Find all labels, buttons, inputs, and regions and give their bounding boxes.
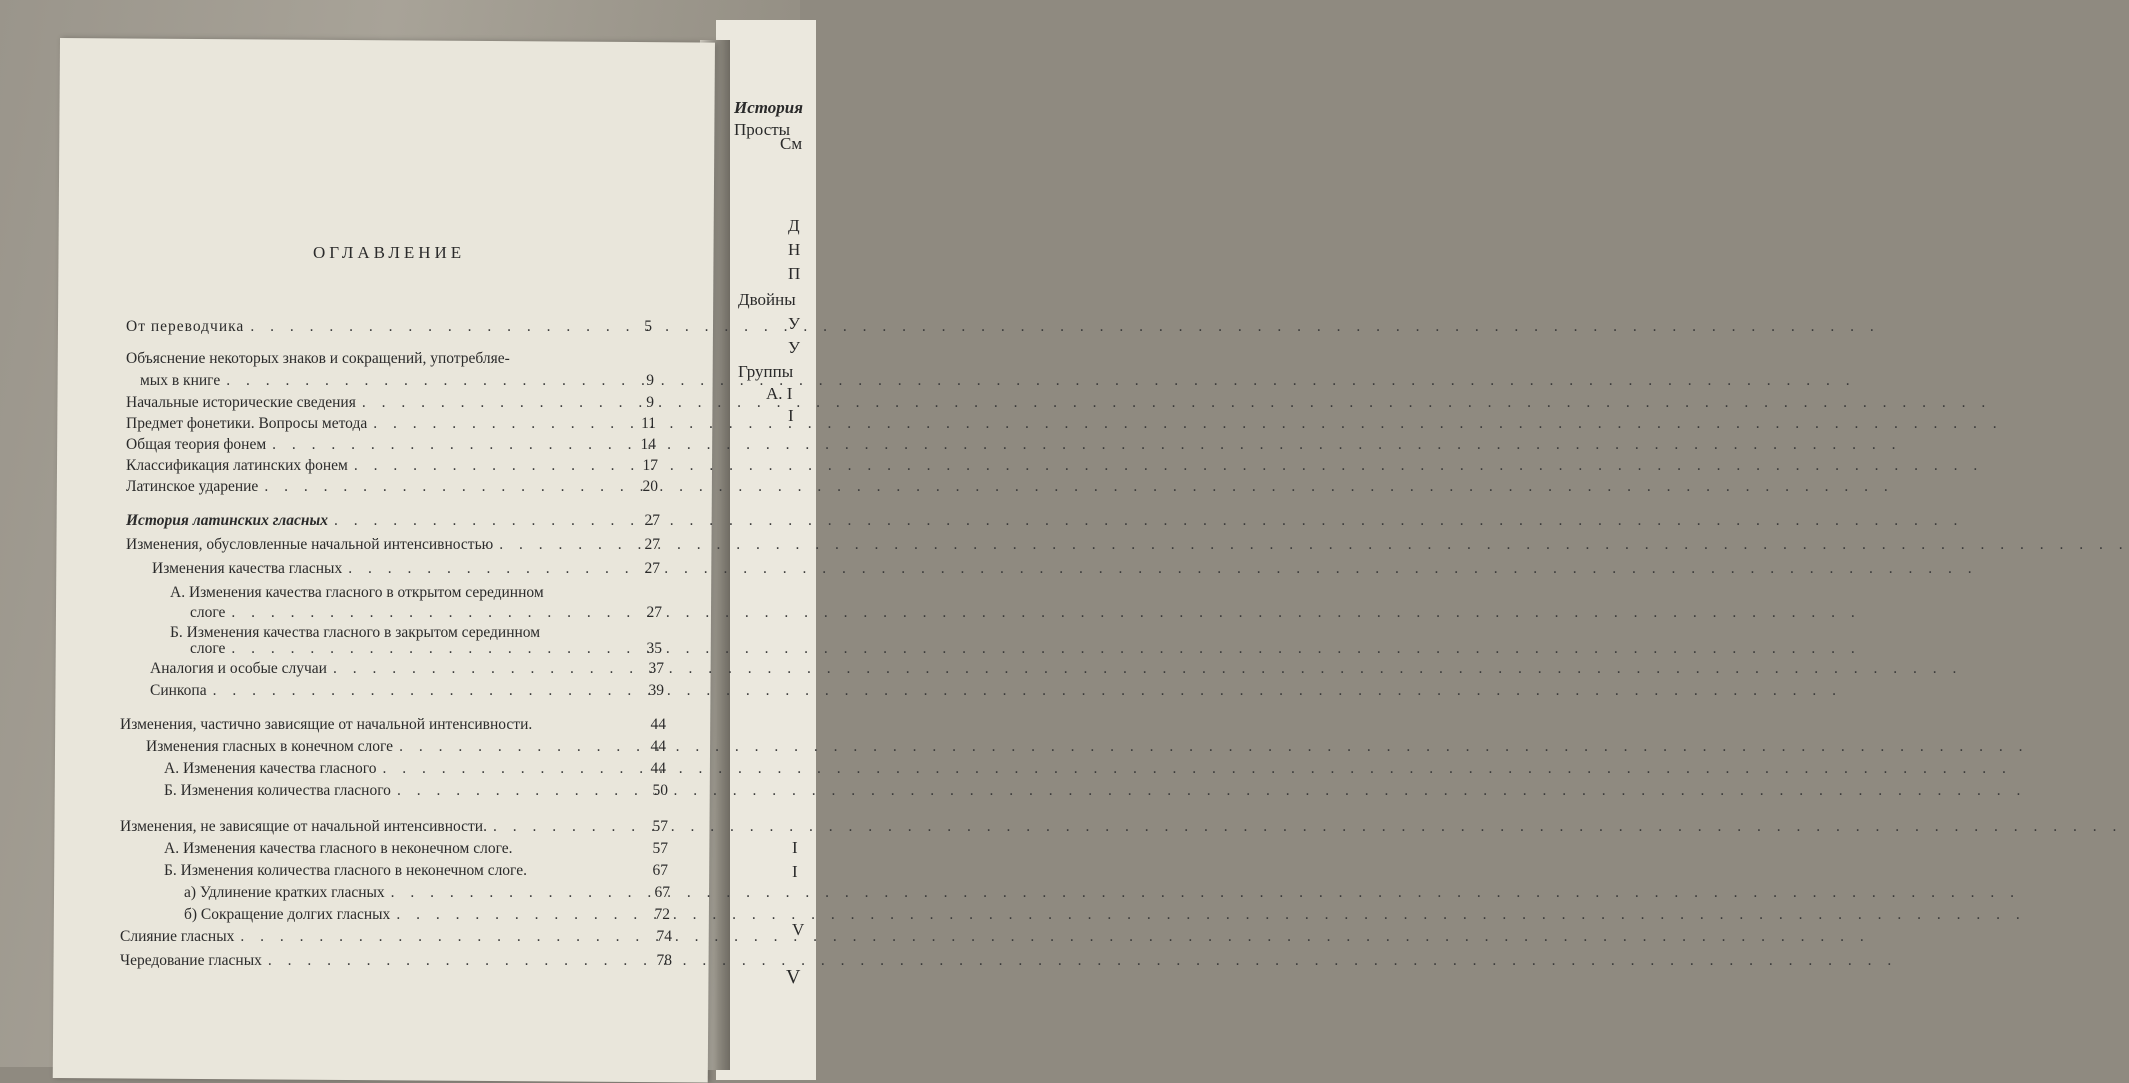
- leader-dots: [240, 928, 1869, 946]
- toc-page-number: 74: [656, 928, 672, 945]
- right-page-line: I: [788, 406, 794, 425]
- toc-page-number: 44: [650, 716, 666, 733]
- toc-entry-text: Аналогия и особые случаи: [150, 660, 327, 677]
- right-page-line: I: [792, 838, 798, 857]
- toc-page-number: 27: [646, 604, 662, 621]
- toc-entry-text: История латинских гласных: [126, 512, 328, 529]
- toc-entry-text: А. Изменения качества гласного в открытом серединном: [170, 584, 544, 601]
- toc-page-number: 35: [646, 640, 662, 657]
- toc-entry: [170, 584, 630, 606]
- leader-dots: [268, 952, 1897, 970]
- toc-entry-text: Изменения, обусловленные начальной интенсивностью: [126, 536, 494, 553]
- leader-dots: [354, 457, 1983, 475]
- toc-entry-text: Общая теория фонем: [126, 436, 267, 453]
- leader-dots: [264, 478, 1893, 496]
- toc-entry-text: Чередование гласных: [120, 952, 262, 969]
- toc-entry: [120, 716, 630, 738]
- leader-dots: [334, 512, 1963, 530]
- toc-page-number: 57: [652, 818, 668, 835]
- toc-entry: [184, 884, 630, 906]
- right-page-line: У: [788, 314, 801, 333]
- leader-dots: [333, 660, 1962, 678]
- leader-dots: [231, 604, 1860, 622]
- toc-page-number: 9: [646, 372, 654, 389]
- toc-entry-text: Объяснение некоторых знаков и сокращений, употребляе-: [126, 350, 510, 367]
- toc-entry: [150, 682, 620, 704]
- right-page-line: Группы: [738, 362, 794, 381]
- toc-entry-text: Латинское ударение: [126, 478, 259, 495]
- toc-entry-text: Изменения, не зависящие от начальной интенсивности.: [120, 818, 487, 835]
- toc-entry: [120, 928, 630, 950]
- toc-entry: [126, 415, 620, 437]
- toc-entry-text: Б. Изменения количества гласного в неконечном слоге.: [164, 862, 527, 879]
- toc-entry-text: Слияние гласных: [120, 928, 235, 945]
- toc-page-number: 20: [642, 478, 658, 495]
- toc-entry: [152, 560, 620, 582]
- toc-page-number: 39: [648, 682, 664, 699]
- toc-page-number: 9: [646, 394, 654, 411]
- toc-page-number: 72: [654, 906, 670, 923]
- toc-page-number: 5: [644, 318, 652, 335]
- toc-entry-text: Предмет фонетики. Вопросы метода: [126, 415, 368, 432]
- leader-dots: [213, 682, 1842, 700]
- toc-entry-text: От переводчика: [126, 318, 245, 335]
- toc-entry-text: а) Удлинение кратких гласных: [184, 884, 385, 901]
- right-page-line: А. I: [766, 384, 793, 403]
- toc-page-number: 27: [644, 536, 660, 553]
- toc-entry: [126, 350, 646, 372]
- toc-page-number: 27: [644, 512, 660, 529]
- toc-entry: [120, 952, 630, 974]
- toc-entry-text: А. Изменения качества гласного: [164, 760, 377, 777]
- toc-entry: [126, 394, 620, 416]
- right-page-line: Н: [788, 240, 801, 259]
- toc-page-number: 44: [650, 738, 666, 755]
- toc-page-number: 67: [654, 884, 670, 901]
- toc-entry-continuation: слоге: [190, 640, 226, 657]
- toc-entry-text: Изменения качества гласных: [152, 560, 343, 577]
- toc-entry: [164, 782, 624, 804]
- toc-entry-text: Классификация латинских фонем: [126, 457, 348, 474]
- toc-entry-text: Б. Изменения количества гласного: [164, 782, 391, 799]
- toc-entry: [146, 738, 624, 760]
- toc-entry-text: А. Изменения качества гласного в неконечном слоге.: [164, 840, 513, 857]
- toc-entry: [184, 906, 630, 928]
- toc-entry: [150, 660, 620, 682]
- right-page-line: Просты: [734, 120, 791, 139]
- right-page-line: V: [786, 966, 801, 988]
- toc-page-number: 14: [640, 436, 656, 453]
- leader-dots: [499, 536, 2128, 554]
- toc-entry-text: Изменения, частично зависящие от начальной интенсивности.: [120, 716, 533, 733]
- toc-entry-continuation: мых в книге: [140, 372, 221, 389]
- right-page-line: Д: [788, 216, 800, 235]
- toc-page-number: 67: [652, 862, 668, 879]
- toc-entry: [164, 760, 624, 782]
- toc-page-number: 50: [652, 782, 668, 799]
- toc-page-number: 11: [641, 415, 656, 432]
- toc-entry-text: Б. Изменения качества гласного в закрытом серединном: [170, 624, 541, 641]
- toc-entry: [126, 318, 620, 340]
- toc-entry-cont: [190, 640, 620, 662]
- toc-entry-text: Синкопа: [150, 682, 207, 699]
- toc-entry: [126, 478, 620, 500]
- toc-page-number: 78: [656, 952, 672, 969]
- toc-entry-text: Изменения гласных в конечном слоге: [146, 738, 394, 755]
- toc-entry: [126, 436, 620, 458]
- leader-dots: [250, 318, 1879, 336]
- toc-entry: [126, 536, 620, 558]
- toc-entry: [126, 457, 620, 479]
- right-page-line: Двойны: [738, 290, 796, 309]
- toc-entry-text: Начальные исторические сведения: [126, 394, 356, 411]
- toc-entry-continuation: слоге: [190, 604, 226, 621]
- toc-entry-cont: [190, 604, 620, 626]
- toc-page-number: 27: [644, 560, 660, 577]
- leader-dots: [493, 818, 2122, 836]
- right-page-line: П: [788, 264, 801, 283]
- toc-entry: [164, 862, 630, 884]
- leader-dots: [272, 436, 1901, 454]
- toc-page-number: 17: [642, 457, 658, 474]
- right-page-line: У: [788, 338, 801, 357]
- toc-entry: [164, 840, 630, 862]
- page-title: ОГЛАВЛЕНИЕ: [313, 243, 466, 262]
- toc-entry-text: б) Сокращение долгих гласных: [184, 906, 391, 923]
- toc-entry: [120, 818, 630, 840]
- right-page-line: I: [792, 862, 798, 881]
- leader-dots: [226, 372, 1855, 390]
- right-page-line: История: [734, 98, 803, 117]
- leader-dots: [362, 394, 1991, 412]
- toc-page-number: 37: [648, 660, 664, 677]
- toc-entry: [126, 512, 620, 534]
- toc-page-number: 44: [650, 760, 666, 777]
- right-page-line: V: [792, 920, 805, 939]
- right-page-line: См: [780, 134, 803, 153]
- leader-dots: [231, 640, 1860, 658]
- toc-entry-cont: [140, 372, 620, 394]
- toc-page-number: 57: [652, 840, 668, 857]
- leader-dots: [348, 560, 1977, 578]
